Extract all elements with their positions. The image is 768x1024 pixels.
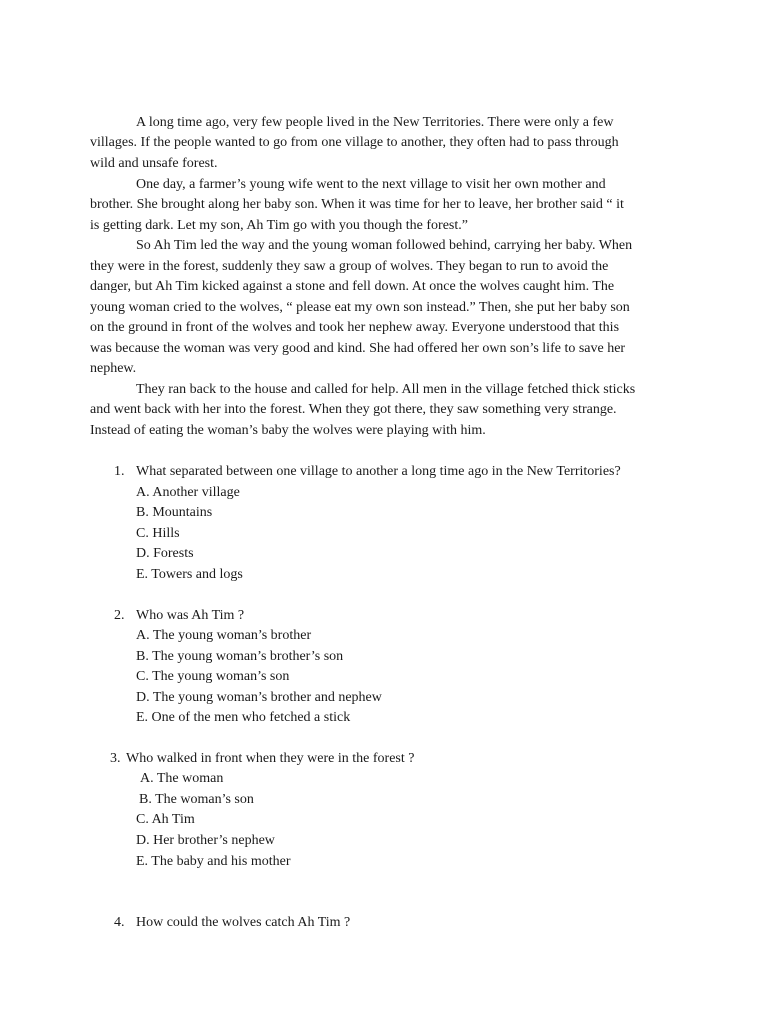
passage-line: danger, but Ah Tim kicked against a stone and fell down. At once the wolves caught him. The xyxy=(90,279,615,294)
question-number: 2. xyxy=(114,608,125,623)
answer-option: C. The young woman’s son xyxy=(136,669,290,684)
answer-option: E. Towers and logs xyxy=(136,567,243,582)
passage-line: young woman cried to the wolves, “ please eat my own son instead.” Then, she put her baby son xyxy=(90,300,630,315)
passage-line: One day, a farmer’s young wife went to the next village to visit her own mother and xyxy=(136,177,606,192)
passage-line: is getting dark. Let my son, Ah Tim go with you though the forest.” xyxy=(90,218,468,233)
answer-option: B. The woman’s son xyxy=(139,792,254,807)
answer-option: D. Her brother’s nephew xyxy=(136,833,275,848)
passage-line: nephew. xyxy=(90,361,137,376)
passage-line: was because the woman was very good and kind. She had offered her own son’s life to save her xyxy=(90,341,626,356)
question-number: 4. xyxy=(114,915,125,930)
question-text: Who was Ah Tim ? xyxy=(136,608,245,623)
answer-option: E. One of the men who fetched a stick xyxy=(136,710,351,725)
question-text: Who walked in front when they were in the forest ? xyxy=(126,751,415,766)
answer-option: B. The young woman’s brother’s son xyxy=(136,649,344,664)
question-number: 1. xyxy=(114,464,125,479)
passage-line: Instead of eating the woman’s baby the wolves were playing with him. xyxy=(90,423,486,438)
answer-option: E. The baby and his mother xyxy=(136,854,291,869)
answer-option: A. The young woman’s brother xyxy=(136,628,312,643)
question-text: What separated between one village to another a long time ago in the New Territories? xyxy=(136,464,621,479)
answer-option: B. Mountains xyxy=(136,505,213,520)
answer-option: D. Forests xyxy=(136,546,194,561)
passage-line: wild and unsafe forest. xyxy=(90,156,218,171)
passage-line: villages. If the people wanted to go from one village to another, they often had to pass through xyxy=(90,135,619,150)
question-number: 3. xyxy=(110,751,121,766)
passage-line: brother. She brought along her baby son. When it was time for her to leave, her brother said “ it xyxy=(90,197,624,212)
passage-line: They ran back to the house and called for help. All men in the village fetched thick sticks xyxy=(136,382,636,397)
answer-option: A. The woman xyxy=(140,771,224,786)
passage-line: on the ground in front of the wolves and took her nephew away. Everyone understood that this xyxy=(90,320,620,335)
answer-option: D. The young woman’s brother and nephew xyxy=(136,690,382,705)
answer-option: C. Hills xyxy=(136,526,180,541)
answer-option: C. Ah Tim xyxy=(136,812,195,827)
passage-line: A long time ago, very few people lived in the New Territories. There were only a few xyxy=(136,115,614,130)
passage-line: and went back with her into the forest. When they got there, they saw something very strange. xyxy=(90,402,617,417)
passage-line: they were in the forest, suddenly they saw a group of wolves. They began to run to avoid the xyxy=(90,259,609,274)
answer-option: A. Another village xyxy=(136,485,240,500)
passage-line: So Ah Tim led the way and the young woman followed behind, carrying her baby. When xyxy=(136,238,633,253)
question-text: How could the wolves catch Ah Tim ? xyxy=(136,915,351,930)
